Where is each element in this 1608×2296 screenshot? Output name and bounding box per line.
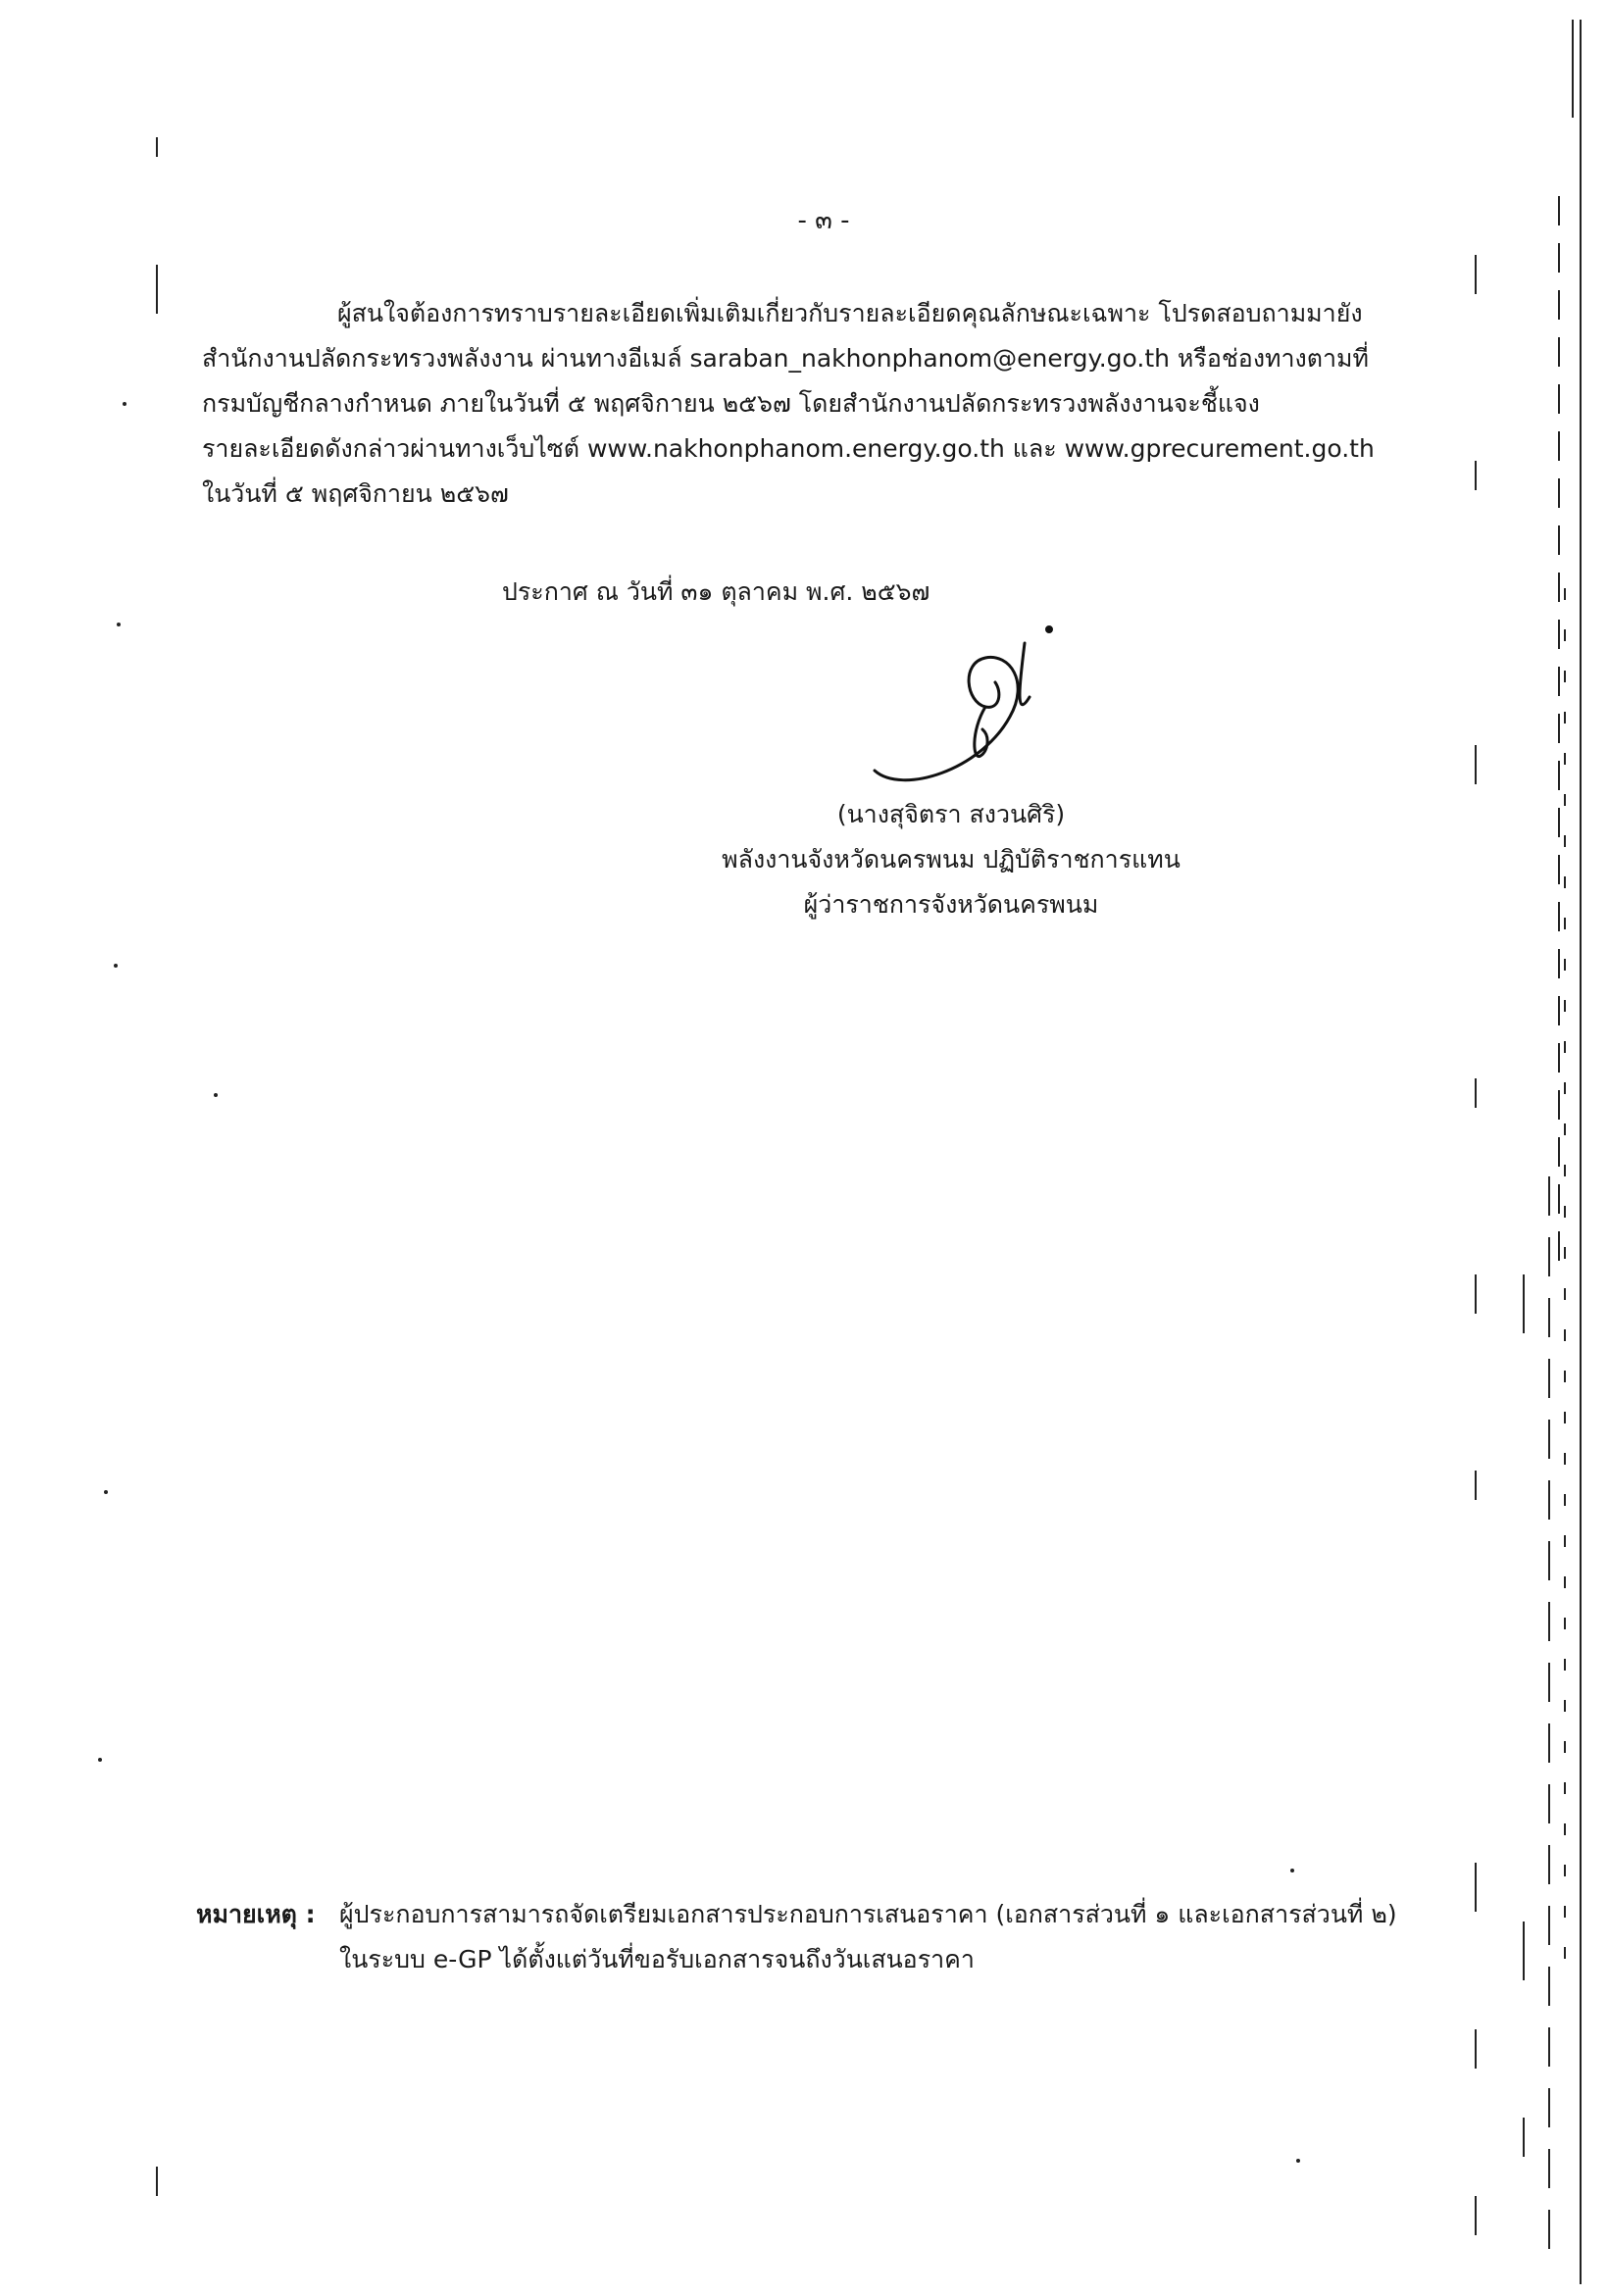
remark-block xyxy=(196,1892,1471,1982)
signer-position: พลังงานจังหวัดนครพนม ปฏิบัติราชการแทน xyxy=(722,845,1181,873)
remark-line: ในระบบ e-GP ได้ตั้งแต่วันที่ขอรับเอกสารจนถึงวันเสนอราคา xyxy=(339,1945,975,1973)
page-number: - ๓ - xyxy=(797,206,850,235)
body-line: รายละเอียดดังกล่าวผ่านทางเว็บไซต์ www.nakhonphanom.energy.go.th และ www.gprecurement.go.th xyxy=(202,434,1375,463)
signer-on-behalf: ผู้ว่าราชการจังหวัดนครพนม xyxy=(803,890,1099,919)
body-paragraph xyxy=(202,291,1457,517)
body-line: ผู้สนใจต้องการทราบรายละเอียดเพิ่มเติมเกี่ยวกับรายละเอียดคุณลักษณะเฉพาะ โปรดสอบถามมายัง xyxy=(337,299,1363,327)
body-line: กรมบัญชีกลางกำหนด ภายในวันที่ ๕ พฤศจิกายน ๒๕๖๗ โดยสำนักงานปลัดกระทรวงพลังงานจะชี้แจง xyxy=(202,389,1260,418)
signer-block xyxy=(686,792,1216,927)
remark-label: หมายเหตุ : xyxy=(196,1900,316,1928)
body-line: สำนักงานปลัดกระทรวงพลังงาน ผ่านทางอีเมล์ saraban_nakhonphanom@energy.go.th หรือช่องทางตามที่ xyxy=(202,344,1369,373)
remark-line: ผู้ประกอบการสามารถจัดเตรียมเอกสารประกอบการเสนอราคา (เอกสารส่วนที่ ๑ และเอกสารส่วนที่ ๒) xyxy=(339,1900,1397,1928)
announcement-date: ประกาศ ณ วันที่ ๓๑ ตุลาคม พ.ศ. ๒๕๖๗ xyxy=(502,577,930,606)
handwritten-signature xyxy=(863,624,1079,790)
signer-name: (นางสุจิตรา สงวนศิริ) xyxy=(836,800,1066,828)
body-line: ในวันที่ ๕ พฤศจิกายน ๒๕๖๗ xyxy=(202,479,509,508)
